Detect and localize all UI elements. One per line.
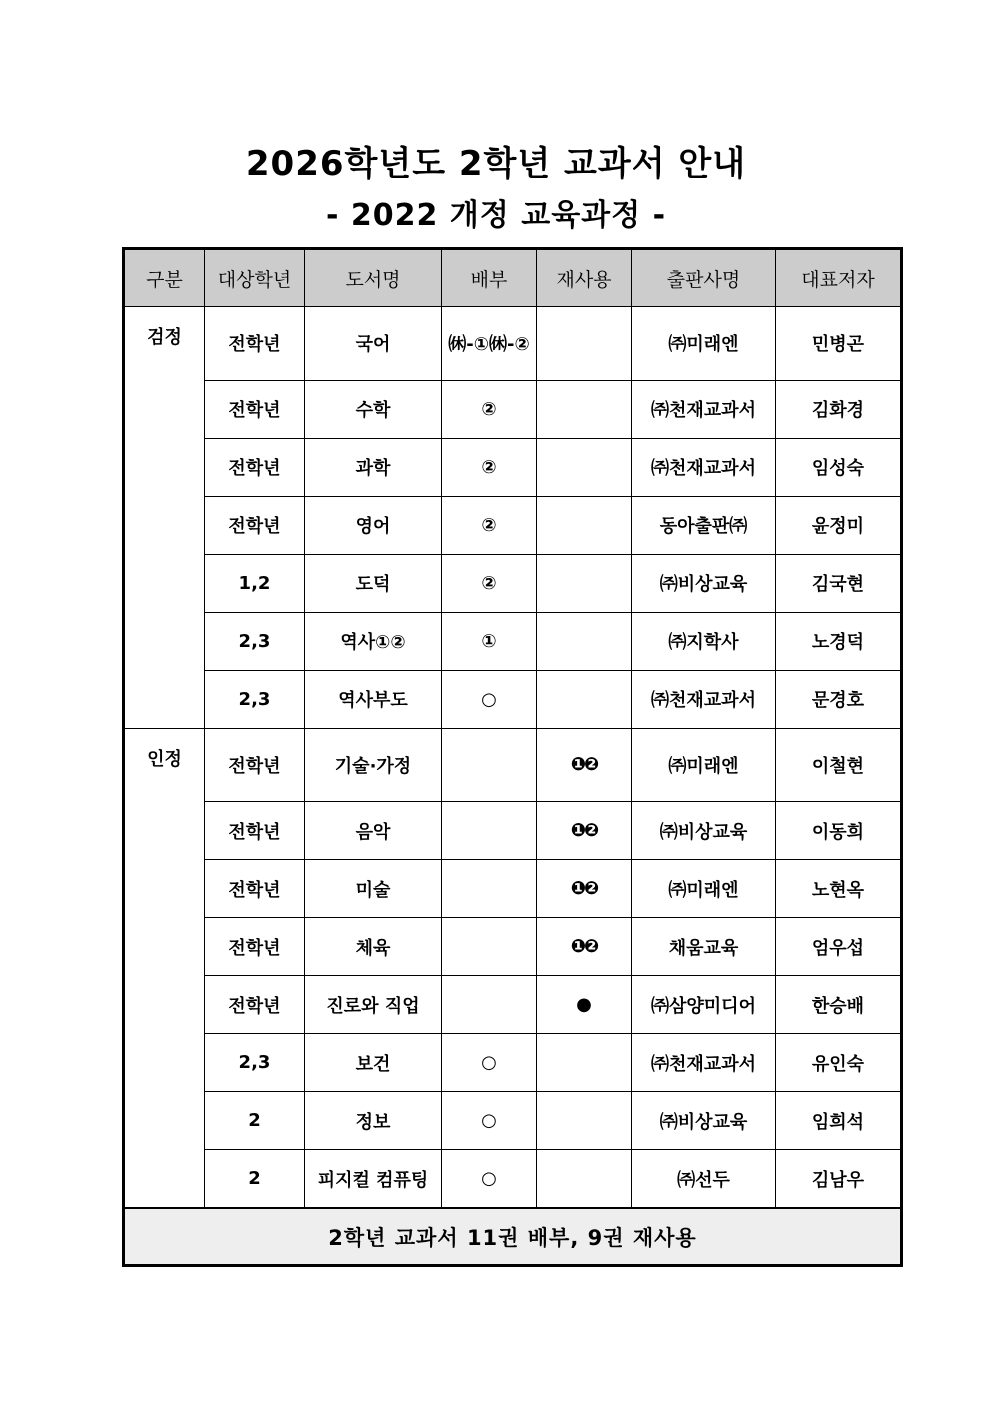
table-row xyxy=(124,1092,902,1150)
grade-cell: 전학년 xyxy=(205,976,305,1034)
reuse-cell: ● xyxy=(537,976,632,1034)
table-header-row xyxy=(124,249,902,307)
table-row xyxy=(124,438,902,496)
category-cell xyxy=(124,918,205,976)
publisher-cell: ㈜비상교육 xyxy=(632,554,776,612)
publisher-cell: ㈜천재교과서 xyxy=(632,438,776,496)
distribute-cell: ○ xyxy=(442,1034,537,1092)
table-row xyxy=(124,802,902,860)
grade-cell: 2 xyxy=(205,1150,305,1209)
distribute-cell xyxy=(442,918,537,976)
author-cell: 임성숙 xyxy=(776,438,902,496)
reuse-cell xyxy=(537,1034,632,1092)
author-cell: 임희석 xyxy=(776,1092,902,1150)
table-row xyxy=(124,976,902,1034)
grade-cell: 전학년 xyxy=(205,496,305,554)
category-cell xyxy=(124,554,205,612)
table-row xyxy=(124,918,902,976)
distribute-cell: ○ xyxy=(442,670,537,728)
page-subtitle: - 2022 개정 교육과정 - xyxy=(325,198,667,233)
grade-cell: 2,3 xyxy=(205,670,305,728)
book-cell: 기술·가정 xyxy=(305,728,442,802)
category-cell xyxy=(124,1092,205,1150)
category-cell xyxy=(124,612,205,670)
publisher-cell: ㈜삼양미디어 xyxy=(632,976,776,1034)
header-author: 대표저자 xyxy=(776,249,902,307)
distribute-cell: ○ xyxy=(442,1150,537,1209)
book-cell: 피지컬 컴퓨팅 xyxy=(305,1150,442,1209)
summary-text: 2학년 교과서 11권 배부, 9권 재사용 xyxy=(124,1208,902,1266)
reuse-cell: ❶❷ xyxy=(537,802,632,860)
distribute-cell: ② xyxy=(442,554,537,612)
publisher-cell: ㈜미래엔 xyxy=(632,728,776,802)
book-cell: 진로와 직업 xyxy=(305,976,442,1034)
table-row xyxy=(124,496,902,554)
page-title: 2026학년도 2학년 교과서 안내 xyxy=(245,144,747,184)
author-cell: 노경덕 xyxy=(776,612,902,670)
category-cell xyxy=(124,438,205,496)
grade-cell: 1,2 xyxy=(205,554,305,612)
reuse-cell: ❶❷ xyxy=(537,860,632,918)
grade-cell: 전학년 xyxy=(205,728,305,802)
book-cell: 정보 xyxy=(305,1092,442,1150)
author-cell: 한승배 xyxy=(776,976,902,1034)
publisher-cell: ㈜지학사 xyxy=(632,612,776,670)
reuse-cell xyxy=(537,438,632,496)
grade-cell: 2,3 xyxy=(205,612,305,670)
distribute-cell xyxy=(442,976,537,1034)
table-row xyxy=(124,307,902,381)
reuse-cell: ❶❷ xyxy=(537,918,632,976)
distribute-cell: ② xyxy=(442,438,537,496)
header-distribute: 배부 xyxy=(442,249,537,307)
table-row xyxy=(124,670,902,728)
book-cell: 도덕 xyxy=(305,554,442,612)
reuse-cell xyxy=(537,380,632,438)
book-cell: 미술 xyxy=(305,860,442,918)
distribute-cell xyxy=(442,802,537,860)
publisher-cell: ㈜천재교과서 xyxy=(632,1034,776,1092)
reuse-cell xyxy=(537,612,632,670)
author-cell: 김화경 xyxy=(776,380,902,438)
grade-cell: 전학년 xyxy=(205,918,305,976)
publisher-cell: ㈜미래엔 xyxy=(632,307,776,381)
publisher-cell: ㈜비상교육 xyxy=(632,1092,776,1150)
author-cell: 김국현 xyxy=(776,554,902,612)
textbook-table xyxy=(122,247,903,1267)
distribute-cell: ㉁-①㉁-② xyxy=(442,307,537,381)
category-cell: 검정 xyxy=(124,307,205,381)
category-cell xyxy=(124,860,205,918)
author-cell: 윤정미 xyxy=(776,496,902,554)
category-cell xyxy=(124,380,205,438)
category-cell xyxy=(124,1150,205,1209)
reuse-cell xyxy=(537,307,632,381)
author-cell: 김남우 xyxy=(776,1150,902,1209)
category-cell: 인정 xyxy=(124,728,205,802)
table-row xyxy=(124,554,902,612)
book-cell: 역사부도 xyxy=(305,670,442,728)
distribute-cell: ○ xyxy=(442,1092,537,1150)
reuse-cell xyxy=(537,496,632,554)
author-cell: 민병곤 xyxy=(776,307,902,381)
category-cell xyxy=(124,976,205,1034)
book-cell: 국어 xyxy=(305,307,442,381)
publisher-cell: 채움교육 xyxy=(632,918,776,976)
reuse-cell xyxy=(537,670,632,728)
grade-cell: 2 xyxy=(205,1092,305,1150)
header-publisher: 출판사명 xyxy=(632,249,776,307)
table-row xyxy=(124,1150,902,1209)
table-row xyxy=(124,612,902,670)
publisher-cell: ㈜선두 xyxy=(632,1150,776,1209)
author-cell: 이철현 xyxy=(776,728,902,802)
publisher-cell: ㈜미래엔 xyxy=(632,860,776,918)
header-category: 구분 xyxy=(124,249,205,307)
author-cell: 문경호 xyxy=(776,670,902,728)
table-row xyxy=(124,728,902,802)
table-row xyxy=(124,380,902,438)
distribute-cell: ① xyxy=(442,612,537,670)
book-cell: 수학 xyxy=(305,380,442,438)
author-cell: 엄우섭 xyxy=(776,918,902,976)
grade-cell: 전학년 xyxy=(205,860,305,918)
distribute-cell xyxy=(442,728,537,802)
book-cell: 음악 xyxy=(305,802,442,860)
reuse-cell: ❶❷ xyxy=(537,728,632,802)
book-cell: 영어 xyxy=(305,496,442,554)
distribute-cell xyxy=(442,860,537,918)
distribute-cell: ② xyxy=(442,380,537,438)
grade-cell: 전학년 xyxy=(205,307,305,381)
author-cell: 유인숙 xyxy=(776,1034,902,1092)
reuse-cell xyxy=(537,1092,632,1150)
category-cell xyxy=(124,670,205,728)
reuse-cell xyxy=(537,554,632,612)
grade-cell: 전학년 xyxy=(205,438,305,496)
book-cell: 보건 xyxy=(305,1034,442,1092)
table-row xyxy=(124,860,902,918)
category-cell xyxy=(124,496,205,554)
distribute-cell: ② xyxy=(442,496,537,554)
publisher-cell: 동아출판㈜ xyxy=(632,496,776,554)
header-grade: 대상학년 xyxy=(205,249,305,307)
book-cell: 과학 xyxy=(305,438,442,496)
publisher-cell: ㈜천재교과서 xyxy=(632,380,776,438)
publisher-cell: ㈜천재교과서 xyxy=(632,670,776,728)
table-row xyxy=(124,1034,902,1092)
table-footer-row xyxy=(124,1208,902,1266)
category-cell xyxy=(124,802,205,860)
book-cell: 역사①② xyxy=(305,612,442,670)
author-cell: 이동희 xyxy=(776,802,902,860)
book-cell: 체육 xyxy=(305,918,442,976)
header-reuse: 재사용 xyxy=(537,249,632,307)
grade-cell: 전학년 xyxy=(205,802,305,860)
table-body xyxy=(124,307,902,1209)
reuse-cell xyxy=(537,1150,632,1209)
header-book: 도서명 xyxy=(305,249,442,307)
publisher-cell: ㈜비상교육 xyxy=(632,802,776,860)
grade-cell: 2,3 xyxy=(205,1034,305,1092)
grade-cell: 전학년 xyxy=(205,380,305,438)
author-cell: 노현옥 xyxy=(776,860,902,918)
category-cell xyxy=(124,1034,205,1092)
